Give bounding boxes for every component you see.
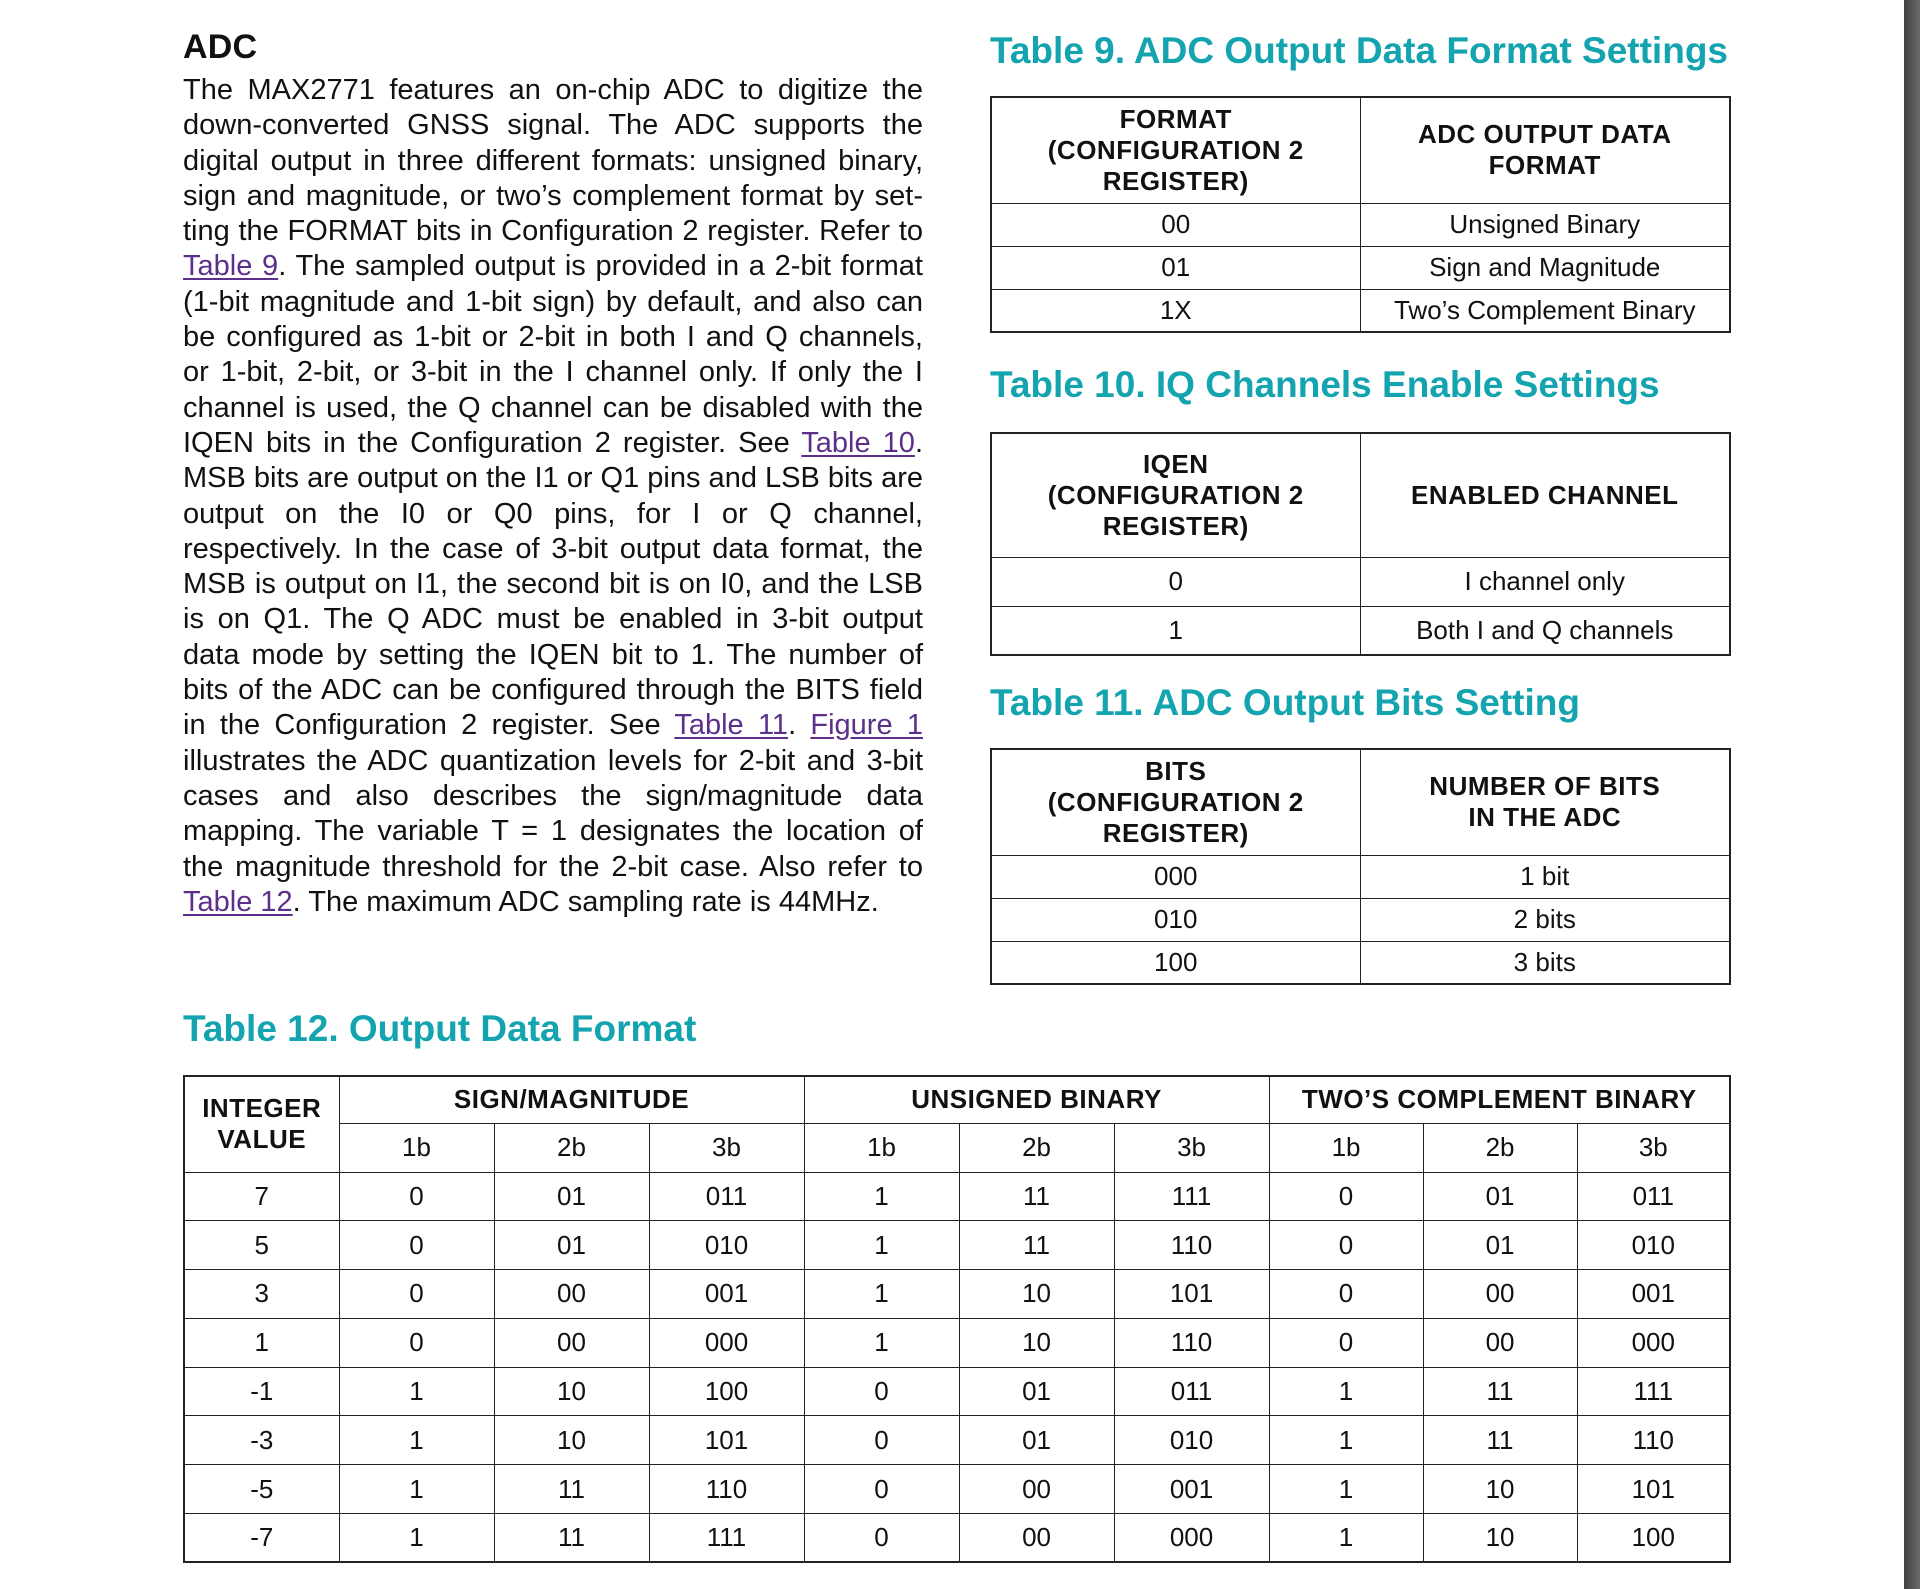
table-row xyxy=(184,1367,1730,1416)
table-cell: 1 xyxy=(1269,1514,1423,1563)
bit-width-subheader: 1b xyxy=(339,1123,494,1172)
table-cell: 1X xyxy=(991,289,1360,332)
table-cell: 01 xyxy=(991,246,1360,289)
table-cell: Two’s Complement Binary xyxy=(1360,289,1730,332)
table-cell: 010 xyxy=(649,1221,804,1270)
table9 xyxy=(990,96,1731,333)
table-cell: 001 xyxy=(1577,1270,1730,1319)
table-row xyxy=(991,246,1730,289)
section-heading: ADC xyxy=(183,28,258,66)
bit-width-subheader: 1b xyxy=(1269,1123,1423,1172)
table10-header-1 xyxy=(1360,433,1730,557)
table-cell: 101 xyxy=(1577,1465,1730,1514)
table-row xyxy=(184,1221,1730,1270)
xref-link-table-12[interactable]: Table 12 xyxy=(183,885,293,918)
paragraph-text: illustrates the ADC quantization levels for 2-bit and 3-bit cases and also describes the sign/magnitude data mapping. The variable T = 1 designates the location of the magnitude threshold for the 2-bit case. Also refer to xyxy=(183,744,923,883)
table-row xyxy=(184,1270,1730,1319)
table-cell: 11 xyxy=(494,1465,649,1514)
header-line: (CONFIGURATION 2 xyxy=(1047,786,1304,817)
table-row xyxy=(991,941,1730,984)
table-cell: 0 xyxy=(339,1172,494,1221)
table-row xyxy=(184,1416,1730,1465)
table-cell: I channel only xyxy=(1360,557,1730,606)
table-cell: 1 xyxy=(339,1367,494,1416)
table-cell: 10 xyxy=(959,1270,1114,1319)
integer-value-cell: 1 xyxy=(184,1318,339,1367)
table-cell: 101 xyxy=(649,1416,804,1465)
table-cell: 10 xyxy=(1423,1514,1577,1563)
table-cell: 1 xyxy=(1269,1416,1423,1465)
xref-link-table-10[interactable]: Table 10 xyxy=(801,426,915,459)
table-cell: 00 xyxy=(494,1270,649,1319)
table-cell: 0 xyxy=(1269,1172,1423,1221)
table-cell: 3 bits xyxy=(1360,941,1730,984)
table-cell: 01 xyxy=(494,1221,649,1270)
table-cell: 2 bits xyxy=(1360,898,1730,941)
table-cell: 00 xyxy=(1423,1270,1577,1319)
table12-title: Table 12. Output Data Format xyxy=(183,1008,697,1049)
table-cell: 111 xyxy=(1577,1367,1730,1416)
table-cell: 000 xyxy=(1577,1318,1730,1367)
table-cell: 00 xyxy=(959,1514,1114,1563)
table-cell: 1 xyxy=(991,606,1360,655)
table-cell: 11 xyxy=(1423,1367,1577,1416)
header-line: (CONFIGURATION 2 xyxy=(1047,479,1304,510)
table-cell: 1 xyxy=(1269,1367,1423,1416)
table-cell: 111 xyxy=(1114,1172,1269,1221)
table-cell: 010 xyxy=(1577,1221,1730,1270)
table-cell: 010 xyxy=(991,898,1360,941)
table-row xyxy=(991,557,1730,606)
integer-value-cell: 7 xyxy=(184,1172,339,1221)
integer-value-header xyxy=(184,1076,339,1172)
table-cell: 111 xyxy=(649,1514,804,1563)
table-cell: 11 xyxy=(494,1514,649,1563)
table-cell: 011 xyxy=(649,1172,804,1221)
table-cell: 000 xyxy=(991,855,1360,898)
table-cell: 000 xyxy=(1114,1514,1269,1563)
table-cell: 0 xyxy=(991,557,1360,606)
table-cell: 1 xyxy=(339,1465,494,1514)
table-cell: 0 xyxy=(804,1367,959,1416)
page-edge-shadow xyxy=(1904,0,1920,1589)
table-row xyxy=(184,1172,1730,1221)
table-cell: 0 xyxy=(1269,1318,1423,1367)
table-cell: 100 xyxy=(1577,1514,1730,1563)
table-cell: 110 xyxy=(1114,1318,1269,1367)
bit-width-subheader: 3b xyxy=(1114,1123,1269,1172)
table-row xyxy=(184,1514,1730,1563)
bit-width-subheader: 2b xyxy=(1423,1123,1577,1172)
table-cell: 11 xyxy=(1423,1416,1577,1465)
header-line: INTEGER xyxy=(202,1093,322,1124)
table-cell: Both I and Q channels xyxy=(1360,606,1730,655)
table-cell: 000 xyxy=(649,1318,804,1367)
table-cell: 011 xyxy=(1577,1172,1730,1221)
table-cell: 10 xyxy=(1423,1465,1577,1514)
table-cell: 101 xyxy=(1114,1270,1269,1319)
table-cell: 110 xyxy=(649,1465,804,1514)
table-cell: Unsigned Binary xyxy=(1360,203,1730,246)
table-cell: 0 xyxy=(1269,1221,1423,1270)
table-row xyxy=(991,289,1730,332)
table-cell: 010 xyxy=(1114,1416,1269,1465)
table-cell: 01 xyxy=(494,1172,649,1221)
table10 xyxy=(990,432,1731,656)
bit-width-subheader: 3b xyxy=(1577,1123,1730,1172)
header-line: VALUE xyxy=(217,1124,307,1155)
table-row xyxy=(991,203,1730,246)
table-cell: 01 xyxy=(959,1416,1114,1465)
table-cell: 10 xyxy=(494,1367,649,1416)
table-cell: 001 xyxy=(1114,1465,1269,1514)
table-cell: 1 xyxy=(339,1514,494,1563)
bit-width-subheader: 2b xyxy=(959,1123,1114,1172)
table-row xyxy=(991,855,1730,898)
header-line: FORMAT xyxy=(1488,150,1601,181)
table-cell: 0 xyxy=(339,1221,494,1270)
paragraph-text: . The sampled output is provided in a 2-bit format (1-bit magnitude and 1-bit sign) by default, and also can be configured as 1-bit or 2-bit in both I and Q channels, or 1-bit, 2-bit, or 3-bit in the I channel only. If only the I channel is used, the Q channel can be disabled with the IQEN bits in the Configuration 2 register. See xyxy=(183,250,923,459)
adc-section xyxy=(183,28,923,920)
group-header: TWO’S COMPLEMENT BINARY xyxy=(1269,1076,1730,1123)
table-cell: 11 xyxy=(959,1221,1114,1270)
table-cell: 0 xyxy=(804,1514,959,1563)
table-cell: 01 xyxy=(1423,1221,1577,1270)
table-cell: 100 xyxy=(991,941,1360,984)
table-cell: 1 xyxy=(804,1270,959,1319)
integer-value-cell: -3 xyxy=(184,1416,339,1465)
header-line: ENABLED CHANNEL xyxy=(1411,479,1679,510)
adc-paragraph xyxy=(183,73,923,920)
paragraph-text: . xyxy=(788,709,811,742)
table-cell: 00 xyxy=(1423,1318,1577,1367)
header-line: (CONFIGURATION 2 xyxy=(1047,134,1304,165)
integer-value-cell: 5 xyxy=(184,1221,339,1270)
table-cell: 0 xyxy=(1269,1270,1423,1319)
table11-header-0 xyxy=(991,749,1360,855)
table10-title: Table 10. IQ Channels Enable Settings xyxy=(990,364,1660,405)
header-line: REGISTER) xyxy=(1102,817,1249,848)
paragraph-text: The MAX2771 features an on-chip ADC to digitize the down-converted GNSS signal. The ADC supports the digital output in three different formats: unsigned binary, sign and magnitude, or two’s complement format by set-ting the FORMAT bits in Configuration 2 register. Refer to xyxy=(183,74,923,248)
table-cell: 11 xyxy=(959,1172,1114,1221)
table-cell: 001 xyxy=(649,1270,804,1319)
table-cell: 00 xyxy=(494,1318,649,1367)
group-header: UNSIGNED BINARY xyxy=(804,1076,1269,1123)
integer-value-cell: -7 xyxy=(184,1514,339,1563)
xref-link-figure-1[interactable]: Figure 1 xyxy=(810,709,923,742)
bit-width-subheader: 2b xyxy=(494,1123,649,1172)
table-cell: Sign and Magnitude xyxy=(1360,246,1730,289)
bit-width-subheader: 3b xyxy=(649,1123,804,1172)
header-line: REGISTER) xyxy=(1102,510,1249,541)
paragraph-text: . The maximum ADC sampling rate is 44MHz. xyxy=(292,885,879,918)
table11-title: Table 11. ADC Output Bits Setting xyxy=(990,682,1580,723)
table-cell: 01 xyxy=(959,1367,1114,1416)
header-line: ADC OUTPUT DATA xyxy=(1417,119,1672,150)
table-row xyxy=(991,898,1730,941)
table-cell: 1 xyxy=(804,1221,959,1270)
table9-title: Table 9. ADC Output Data Format Settings xyxy=(990,30,1728,71)
integer-value-cell: -1 xyxy=(184,1367,339,1416)
xref-link-table-9[interactable]: Table 9 xyxy=(183,250,279,283)
table-cell: 1 xyxy=(804,1172,959,1221)
table-cell: 110 xyxy=(1577,1416,1730,1465)
paragraph-text: . MSB bits are output on the I1 or Q1 pins and LSB bits are output on the I0 or Q0 pins, for I or Q channel, respectively. In the case of 3-bit output data format, the MSB is output on I1, the second bit is on I0, and the LSB is on Q1. The Q ADC must be enabled in 3-bit output data mode by setting the IQEN bit to 1. The number of bits of the ADC can be configured through the BITS field in the Configuration 2 register. See xyxy=(183,426,923,742)
table-row xyxy=(184,1465,1730,1514)
table-cell: 1 bit xyxy=(1360,855,1730,898)
xref-link-table-11[interactable]: Table 11 xyxy=(674,709,789,742)
table-cell: 10 xyxy=(494,1416,649,1465)
table-cell: 100 xyxy=(649,1367,804,1416)
header-line: NUMBER OF BITS xyxy=(1429,771,1661,802)
bit-width-subheader: 1b xyxy=(804,1123,959,1172)
table-cell: 0 xyxy=(339,1318,494,1367)
table-cell: 01 xyxy=(1423,1172,1577,1221)
header-line: FORMAT xyxy=(1119,103,1232,134)
integer-value-cell: 3 xyxy=(184,1270,339,1319)
table-cell: 011 xyxy=(1114,1367,1269,1416)
table10-header-0 xyxy=(991,433,1360,557)
table-cell: 0 xyxy=(804,1465,959,1514)
table9-header-0 xyxy=(991,97,1360,203)
table-cell: 1 xyxy=(1269,1465,1423,1514)
table-cell: 00 xyxy=(959,1465,1114,1514)
table-cell: 10 xyxy=(959,1318,1114,1367)
table9-header-1 xyxy=(1360,97,1730,203)
header-line: IQEN xyxy=(1142,448,1209,479)
table-row xyxy=(991,606,1730,655)
table11 xyxy=(990,748,1731,985)
table-cell: 1 xyxy=(804,1318,959,1367)
table-cell: 1 xyxy=(339,1416,494,1465)
header-line: BITS xyxy=(1145,755,1207,786)
header-line: REGISTER) xyxy=(1102,165,1249,196)
group-header: SIGN/MAGNITUDE xyxy=(339,1076,804,1123)
table12 xyxy=(183,1075,1731,1563)
table-cell: 110 xyxy=(1114,1221,1269,1270)
table11-header-1 xyxy=(1360,749,1730,855)
integer-value-cell: -5 xyxy=(184,1465,339,1514)
table-row xyxy=(184,1318,1730,1367)
header-line: IN THE ADC xyxy=(1468,802,1622,833)
table-cell: 0 xyxy=(804,1416,959,1465)
table-cell: 0 xyxy=(339,1270,494,1319)
table-cell: 00 xyxy=(991,203,1360,246)
